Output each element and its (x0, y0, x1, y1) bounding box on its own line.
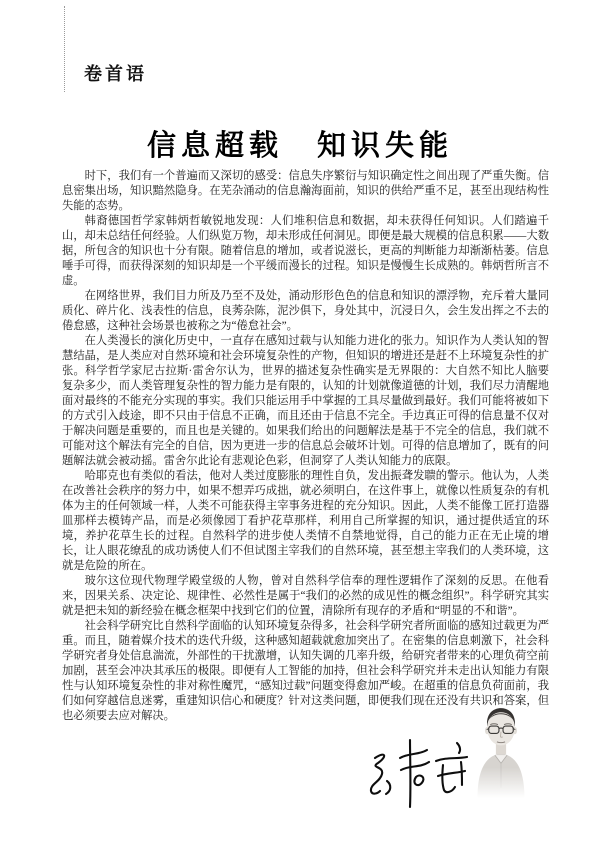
article-title-part-1: 信息超载 (146, 130, 283, 162)
author-photo (474, 700, 528, 798)
article-title-part-2: 知识失能 (317, 130, 454, 162)
paragraph-4: 在人类漫长的演化历史中，一直存在感知过载与认知能力进化的张力。知识作为人类认知的智慧结晶，是人类应对自然环境和社会环境复杂性的产物，但知识的增进还是赶不上环境复杂性的扩张。科学哲学家尼古拉斯·雷舍尔认为，世界的描述复杂性确实是无界限的：大自然不知比人脑要复杂多少，而人类管理复杂性的智力能力是有限的，认知的计划就像道德的计划，我们尽力清醒地面对最终的不能充分实现的事实。我们只能运用手中掌握的工具尽量做到最好。我们可能将被如下的方式引入歧途，即不只由于信息不正确，而且还由于信息不完全。手边真正可得的信息量不仅对于解决问题是重要的，而且也是关键的。如果我们给出的问题解法是基于不完全的信息，我们就不可能对这个解法有完全的自信，因为更进一步的信息总会破坏计划。可得的信息增加了，既有的问题解法就会被动摇。雷舍尔此论有悲观论色彩，但洞穿了人类认知能力的底限。 (62, 335, 549, 467)
signature-strokes (358, 734, 480, 814)
paragraph-5: 哈耶克也有类似的看法，他对人类过度膨胀的理性自负，发出振聋发聩的警示。他认为，人类在改善社会秩序的努力中，如果不想弄巧成拙，就必须明白，在这件事上，就像以性质复杂的有机体为主的任何领域一样，人类不可能获得主宰事务进程的充分知识。因此，人类不能像工匠打造器皿那样去模铸产品，而是必须像园丁看护花草那样，利用自己所掌握的知识，通过提供适宜的环境，养护花草生长的过程。自然科学的进步使人类情不自禁地觉得，自己的能力正在无止境的增长，让人眼花缭乱的成功诱使人们不但试图主宰我们的自然环境，甚至想主宰我们的人类环境，这就是危险的所在。 (62, 470, 549, 572)
paragraph-7: 社会科学研究比自然科学面临的认知环境复杂得多，社会科学研究者所面临的感知过载更为严重。而且，随着媒介技术的迭代升级，这种感知超载就愈加突出了。在密集的信息刺激下，社会科学研究者身处信息湍流，外部性的干扰激增，认知失调的几率升级，给研究者带来的心理负荷空前加剧，甚至会冲决其承压的极限。即便有人工智能的加持，但社会科学研究并未走出认知能力有限性与认知环境复杂性的非对称性魔咒，“感知过载”问题变得愈加严峻。在超重的信息负荷面前，我们如何穿越信息迷雾，重建知识信心和硬度？针对这类问题，即便我们现在还没有共识和答案，但也必须要去应对解决。 (62, 620, 549, 722)
paragraph-2: 韩裔德国哲学家韩炳哲敏锐地发现：人们堆积信息和数据，却未获得任何知识。人们踏遍千山，却未总结任何经验。人们纵览万物，却未形成任何洞见。即便是最大规模的信息积累——大数据，所包含的知识也十分有限。随着信息的增加，或者说滋长，更高的判断能力却渐渐枯萎。信息唾手可得，而获得深刻的知识却是一个平缓而漫长的过程。知识是慢慢生长成熟的。韩炳哲所言不虚。 (62, 215, 549, 287)
section-label: 卷首语 (84, 64, 147, 84)
paragraph-6: 玻尔这位现代物理学殿堂级的人物，曾对自然科学信奉的理性逻辑作了深刻的反思。在他看来，因果关系、决定论、规律性、必然性是属于“我们的必然的成见性的概念组织”。科学研究其实就是把未知的新经验在概念框架中找到它们的位置，清除所有现存的矛盾和“明显的不和谐”。 (62, 575, 549, 617)
portrait-illustration (474, 700, 528, 798)
paragraph-3: 在网络世界，我们目力所及乃至不及处，涌动形形色色的信息和知识的漂浮物，充斥着大量同质化、碎片化、浅表性的信息，良莠杂陈，泥沙俱下，身处其中，沉浸日久，会生发出挥之不去的倦怠感，这种社会场景也被称之为“倦怠社会”。 (62, 290, 549, 332)
article-body (62, 169, 549, 724)
paragraph-1: 时下，我们有一个普遍而又深切的感受：信息失序繁衍与知识确定性之间出现了严重失衡。信息密集出场，知识黯然隐身。在芜杂涌动的信息瀚海面前，知识的供给严重不足，甚至出现结构性失能的态势。 (62, 170, 549, 212)
article-title (0, 123, 600, 164)
author-signature (358, 734, 480, 814)
dotted-vertical-rule (64, 6, 65, 92)
